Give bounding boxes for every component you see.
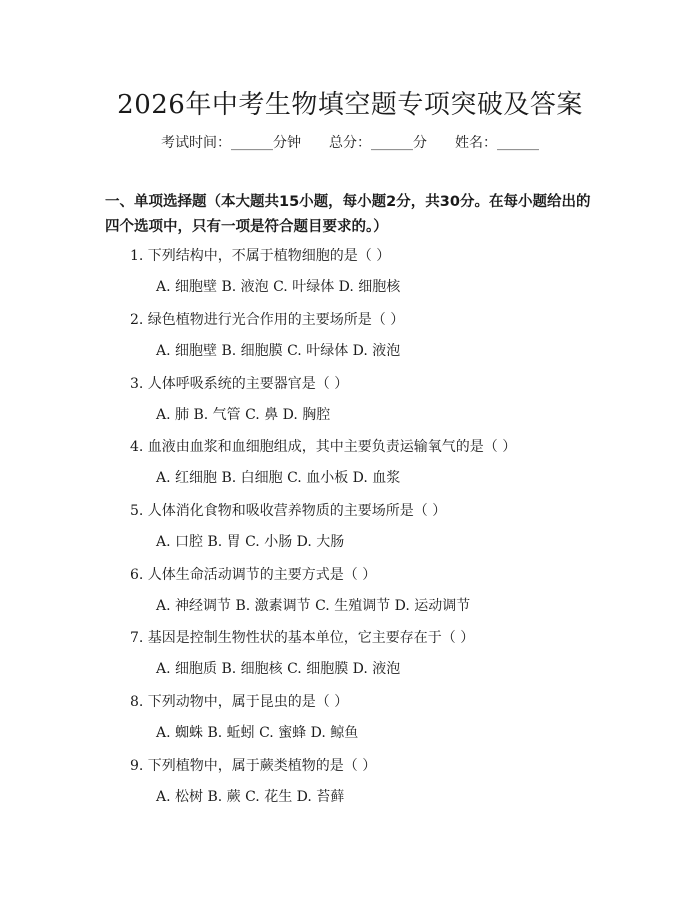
options-8: A. 蜘蛛 B. 蚯蚓 C. 蜜蜂 D. 鲸鱼 <box>156 725 359 741</box>
options-9: A. 松树 B. 蕨 C. 花生 D. 苔藓 <box>156 789 345 805</box>
question-4: 4. 血液由血浆和血细胞组成，其中主要负责运输氧气的是（ ） <box>130 439 517 455</box>
page-title: 2026年中考生物填空题专项突破及答案 <box>117 90 583 120</box>
section-heading: 一、单项选择题（本大题共15小题，每小题2分，共30分。在每小题给出的四个选项中，只有一项是符合题目要求的。） <box>105 194 591 235</box>
options-5: A. 口腔 B. 胃 C. 小肠 D. 大肠 <box>156 534 345 550</box>
exam-meta <box>0 132 700 152</box>
question-6: 6. 人体生命活动调节的主要方式是（ ） <box>130 567 377 583</box>
question-2: 2. 绿色植物进行光合作用的主要场所是（ ） <box>130 312 405 328</box>
options-7: A. 细胞质 B. 细胞核 C. 细胞膜 D. 液泡 <box>156 661 401 677</box>
total-score-field: 总分：______分 <box>329 135 427 151</box>
question-7: 7. 基因是控制生物性状的基本单位，它主要存在于（ ） <box>130 630 475 646</box>
question-1: 1. 下列结构中，不属于植物细胞的是（ ） <box>130 248 391 264</box>
exam-time-field: 考试时间：______分钟 <box>161 135 301 151</box>
options-4: A. 红细胞 B. 白细胞 C. 血小板 D. 血浆 <box>156 470 401 486</box>
options-6: A. 神经调节 B. 激素调节 C. 生殖调节 D. 运动调节 <box>156 598 471 614</box>
options-1: A. 细胞壁 B. 液泡 C. 叶绿体 D. 细胞核 <box>156 279 401 295</box>
question-5: 5. 人体消化食物和吸收营养物质的主要场所是（ ） <box>130 503 447 519</box>
student-name-field: 姓名：______ <box>455 135 539 151</box>
question-9: 9. 下列植物中，属于蕨类植物的是（ ） <box>130 758 377 774</box>
options-3: A. 肺 B. 气管 C. 鼻 D. 胸腔 <box>156 407 331 423</box>
question-3: 3. 人体呼吸系统的主要器官是（ ） <box>130 376 349 392</box>
options-2: A. 细胞壁 B. 细胞膜 C. 叶绿体 D. 液泡 <box>156 343 401 359</box>
question-8: 8. 下列动物中，属于昆虫的是（ ） <box>130 694 349 710</box>
